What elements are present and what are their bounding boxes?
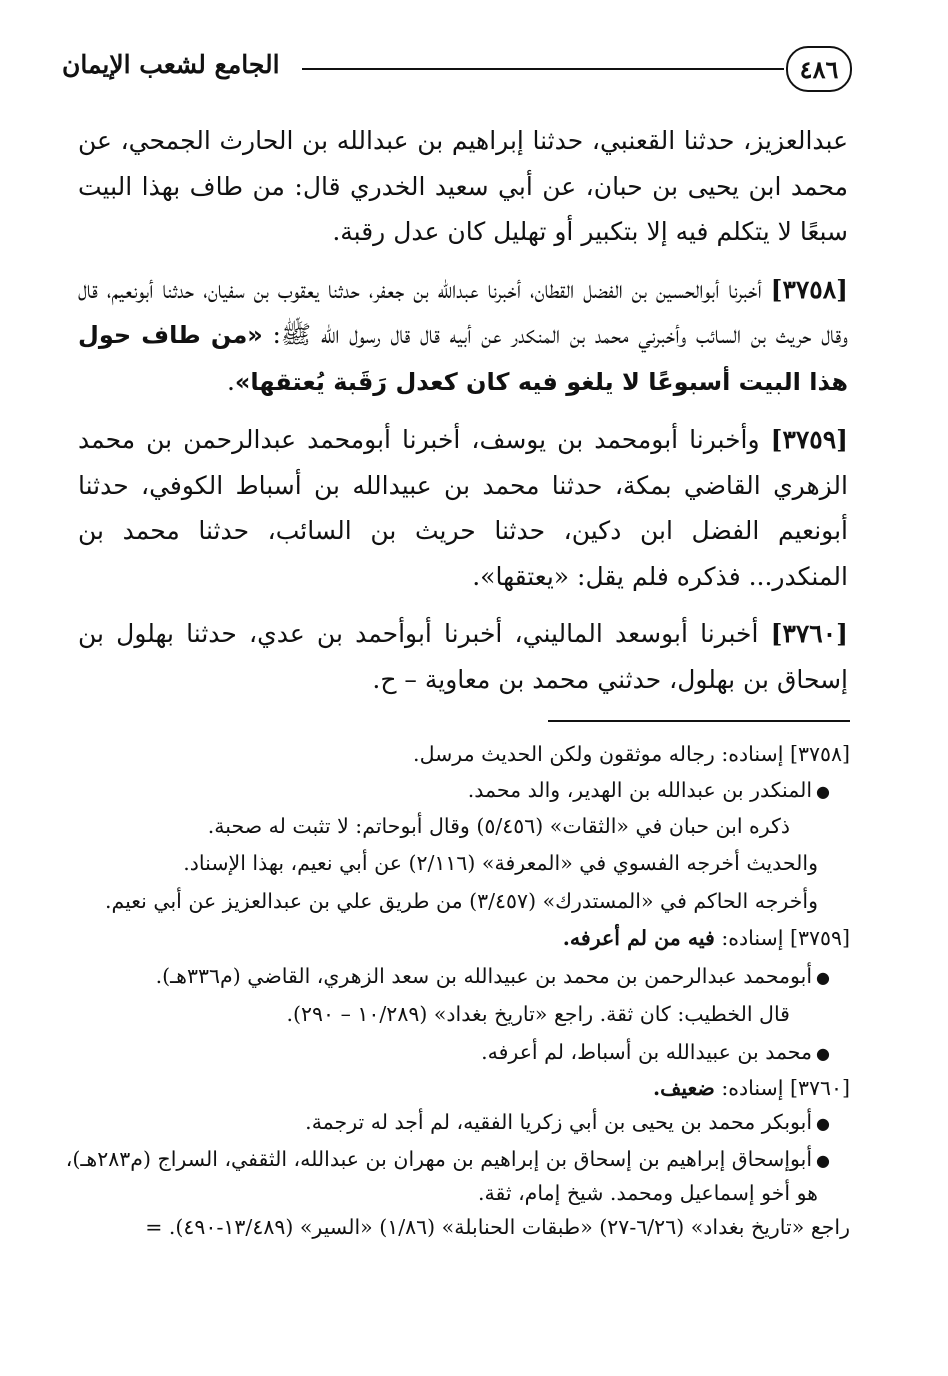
- footnote-line: ●محمد بن عبيدالله بن أسباط، لم أعرفه.: [481, 1039, 830, 1064]
- footnote-line: قال الخطيب: كان ثقة. راجع «تاريخ بغداد» (١٠/٢٨٩ – ٢٩٠).: [286, 1002, 790, 1026]
- footnote-line: ذكره ابن حبان في «الثقات» (٥/٤٥٦) وقال أبوحاتم: لا تثبت له صحبة.: [207, 813, 790, 838]
- footnote-label: [٣٧٦٠] إسناده:: [721, 1076, 850, 1100]
- footnote-3760: [70, 1072, 850, 1104]
- paragraph-1: عبدالعزيز، حدثنا القعنبي، حدثنا إبراهيم بن عبدالله بن الحارث الجمحي، عن محمد ابن يحيى بن حبان، عن أبي سعيد الخدري قال: من طاف بهذا البيت سبعًا لا يتكلم فيه إلا بتكبير أو تهليل كان عدل رقبة.: [78, 126, 848, 246]
- main-text: [78, 118, 848, 714]
- bullet-icon: ●: [816, 1114, 830, 1133]
- hadith-isnad: أخبرنا أبوالحسين بن الفضل القطان، أخبرنا عبدالله بن جعفر، حدثنا يعقوب بن سفيان، حدثنا أبونعيم، قال وقال حريث بن السائب وأخبرني محمد بن المنكدر عن أبيه قال قال رسول الله ﷺ:: [78, 274, 848, 349]
- page-number: ٤٨٦: [786, 46, 852, 92]
- footnote-line: والحديث أخرجه الفسوي في «المعرفة» (٢/١١٦) عن أبي نعيم، بهذا الإسناد.: [183, 851, 818, 875]
- footnote-verdict: ضعيف.: [652, 1076, 715, 1100]
- hadith-3759: [78, 417, 848, 599]
- page-header: [62, 46, 852, 96]
- hadith-end: .: [226, 366, 235, 396]
- bullet-icon: ●: [816, 967, 830, 987]
- footnotes: [65, 736, 850, 1246]
- footnote-line: ●أبوإسحاق إبراهيم بن إسحاق بن إبراهيم بن مهران بن عبدالله، الثقفي، السراج (م٢٨٣هـ)،: [65, 1146, 830, 1171]
- footnote-verdict: رجاله موثقون ولكن الحديث مرسل.: [413, 742, 715, 766]
- footnote-label: [٣٧٥٨] إسناده:: [721, 742, 850, 766]
- header-rule: [302, 68, 784, 70]
- hadith-number: [٣٧٥٨]: [770, 274, 848, 304]
- hadith-3758: [78, 267, 848, 406]
- bullet-icon: ●: [816, 1150, 830, 1170]
- bullet-icon: ●: [816, 1043, 830, 1063]
- book-title: الجامع لشعب الإيمان: [62, 50, 280, 79]
- footnote-3759: [70, 920, 850, 958]
- footnote-label: [٣٧٥٩] إسناده:: [721, 926, 850, 950]
- footnote-line: وأخرجه الحاكم في «المستدرك» (٣/٤٥٧) من طريق علي بن عبدالعزيز عن أبي نعيم.: [104, 888, 818, 913]
- footnote-3758: [70, 736, 850, 774]
- footnote-line: هو أخو إسماعيل ومحمد. شيخ إمام، ثقة.: [477, 1180, 818, 1205]
- hadith-number: [٣٧٥٩]: [770, 425, 848, 454]
- footnote-line: ●المنكدر بن عبدالله بن الهدير، والد محمد.: [467, 777, 830, 802]
- bullet-icon: ●: [816, 781, 830, 801]
- footnote-line: ●أبومحمد عبدالرحمن بن محمد بن عبيدالله بن سعد الزهري، القاضي (م٣٣٦هـ).: [155, 963, 830, 988]
- hadith-text: وأخبرنا أبومحمد بن يوسف، أخبرنا أبومحمد عبدالرحمن بن محمد الزهري القاضي بمكة، حدثنا محمد بن عبيدالله بن أسباط الكوفي، حدثنا أبونعيم الفضل ابن دكين، حدثنا حريث بن السائب، حدثنا محمد بن المنكدر... فذكره فلم يقل: «يعتقها».: [78, 425, 848, 591]
- hadith-matn: «من طاف حول هذا البيت أسبوعًا لا يلغو فيه كان كعدل رَقَبة يُعتقها»: [78, 321, 848, 396]
- hadith-number: [٣٧٦٠]: [770, 619, 848, 648]
- footnote-line: راجع «تاريخ بغداد» (٦/٢٦-٢٧) «طبقات الحنابلة» (١/٨٦) «السير» (١٣/٤٨٩-٤٩٠). =: [145, 1214, 850, 1239]
- footnote-line: ●أبوبكر محمد بن يحيى بن أبي زكريا الفقيه، لم أجد له ترجمة.: [305, 1110, 830, 1134]
- hadith-text: أخبرنا أبوسعد الماليني، أخبرنا أبوأحمد بن عدي، حدثنا بهلول بن إسحاق بن بهلول، حدثني محمد بن معاوية – ح.: [78, 619, 848, 694]
- hadith-3760: [78, 611, 848, 702]
- footnote-verdict: فيه من لم أعرفه.: [562, 926, 715, 950]
- footnote-separator: [548, 720, 850, 722]
